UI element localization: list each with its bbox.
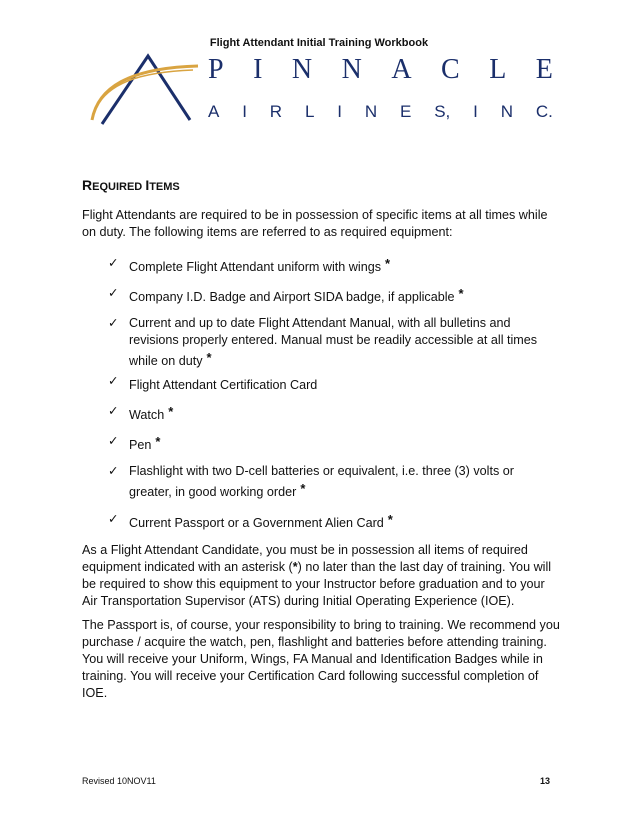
logo-letter: C — [441, 54, 460, 85]
intro-paragraph: Flight Attendants are required to be in possession of specific items at all times while on duty. The following items are referred to as required equipment: — [82, 208, 548, 239]
section-title: REQUIRED ITEMS — [82, 177, 180, 193]
logo-letter: I — [253, 54, 263, 85]
item-text: Company I.D. Badge and Airport SIDA badge, if applicable — [129, 290, 455, 304]
page-number: 13 — [540, 776, 551, 786]
item-text: Current Passport or a Government Alien Card — [129, 516, 384, 530]
asterisk-mark: * — [385, 256, 391, 271]
check-icon: ✓ — [108, 404, 119, 418]
check-icon: ✓ — [108, 434, 119, 448]
check-icon: ✓ — [108, 256, 119, 270]
asterisk-mark: * — [387, 512, 393, 527]
logo-sub-letter: I — [242, 102, 247, 121]
asterisk-mark: * — [458, 286, 464, 301]
logo-sub-letter: I — [473, 102, 478, 121]
candidate-paragraph: As a Flight Attendant Candidate, you must be in possession all items of required equipment indicated with an asterisk (*) no later than the last day of training. You will be required to show this equipment to your Instructor before graduation and to your Air Transportation Supervisor (ATS) during Initial Operating Experience (IOE). — [82, 543, 552, 608]
item-text: Flashlight with two D-cell batteries or equivalent, i.e. three (3) volts or greater, in good working order — [129, 464, 514, 499]
logo-wordmark — [208, 54, 553, 86]
logo-letter: N — [291, 54, 313, 85]
logo-sub-letter: L — [304, 102, 315, 121]
logo-letter: N — [341, 54, 362, 85]
item-text: Flight Attendant Certification Card — [129, 378, 318, 392]
logo-mark-icon — [88, 50, 203, 130]
logo-letter: L — [489, 54, 507, 85]
item-text: Complete Flight Attendant uniform with wings — [129, 260, 381, 274]
logo-sub-letter: I — [337, 102, 342, 121]
check-icon: ✓ — [108, 374, 119, 388]
logo-letter: E — [535, 54, 553, 85]
logo-sub-letter: S, — [434, 102, 451, 121]
logo-subtitle — [208, 102, 553, 122]
asterisk-mark: * — [155, 434, 161, 449]
logo-sub-letter: R — [269, 102, 283, 121]
passport-paragraph: The Passport is, of course, your responsibility to bring to training. We recommend you purchase / acquire the watch, pen, flashlight and batteries before attending training. You will receive your Uniform, Wings, FA Manual and Identification Badges while in training. You will receive your Certification Card following successful completion of IOE. — [82, 618, 560, 700]
header-title: Flight Attendant Initial Training Workbook — [209, 37, 429, 49]
check-icon: ✓ — [108, 286, 119, 300]
asterisk-mark: * — [300, 481, 306, 496]
item-text: Watch — [129, 408, 165, 422]
asterisk-mark: * — [168, 404, 174, 419]
item-text: Pen — [129, 438, 152, 452]
logo-letter: P — [208, 54, 224, 85]
item-text: Current and up to date Flight Attendant Manual, with all bulletins and revisions properly entered. Manual must be readily accessible at all times while on duty — [129, 316, 538, 368]
logo-sub-letter: C. — [535, 102, 553, 121]
asterisk-mark: * — [292, 560, 298, 574]
logo-sub-letter: N — [364, 102, 378, 121]
logo-letter: A — [391, 54, 412, 85]
logo-sub-letter: N — [500, 102, 513, 121]
logo-sub-letter: E — [400, 102, 412, 121]
logo-sub-letter: A — [208, 102, 220, 121]
check-icon: ✓ — [108, 316, 119, 330]
company-logo — [88, 50, 558, 130]
asterisk-mark: * — [206, 350, 212, 365]
check-icon: ✓ — [108, 512, 119, 526]
check-icon: ✓ — [108, 464, 119, 478]
footer-revised: Revised 10NOV11 — [82, 776, 156, 786]
